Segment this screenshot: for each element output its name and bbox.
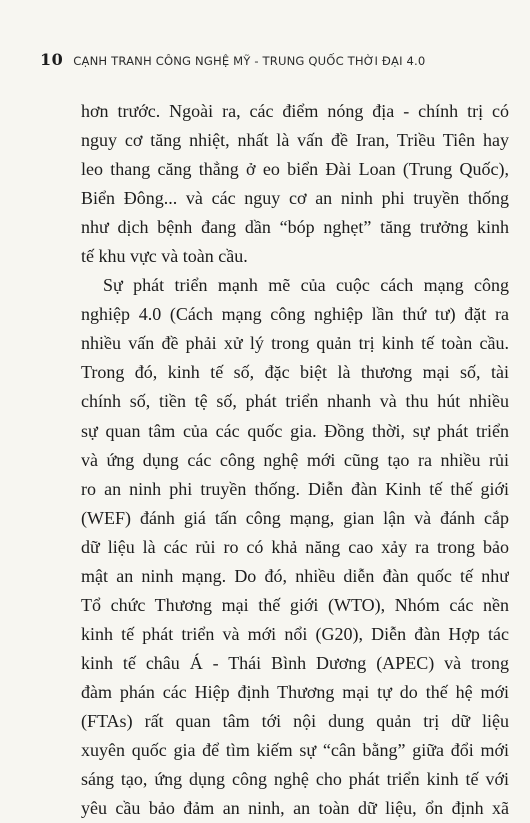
book-title: CẠNH TRANH CÔNG NGHỆ MỸ - TRUNG QUỐC THỜI ĐẠI 4.0 — [73, 54, 426, 68]
text-line: và ứng dụng các công nghệ mới cũng tạo ra nhiều rủi — [81, 449, 509, 470]
text-line: hơn trước. Ngoài ra, các điểm nóng địa - chính trị có — [81, 101, 509, 121]
text-line: đàm phán các Hiệp định Thương mại tự do thế hệ mới — [81, 681, 509, 702]
text-line: sáng tạo, ứng dụng công nghệ cho phát triển kinh tế với — [81, 769, 509, 790]
text-line: kinh tế phát triển và mới nổi (G20), Diễn đàn Hợp tác — [81, 623, 509, 644]
body-text — [81, 97, 509, 823]
paragraph — [81, 271, 509, 823]
text-line: leo thang căng thẳng ở eo biển Đài Loan (Trung Quốc), — [81, 159, 509, 180]
text-line: Trong đó, kinh tế số, đặc biệt là thương mại số, tài — [81, 362, 509, 383]
text-line: chính số, tiền tệ số, phát triển nhanh và thu hút nhiều — [81, 391, 509, 412]
text-line: (FTAs) rất quan tâm tới nội dung quản trị dữ liệu — [81, 710, 509, 731]
text-line: Sự phát triển mạnh mẽ của cuộc cách mạng công — [103, 275, 509, 296]
text-line: tế khu vực và toàn cầu. — [81, 246, 248, 267]
text-line: mật an ninh mạng. Do đó, nhiều diễn đàn quốc tế như — [81, 565, 509, 586]
paragraph — [81, 97, 509, 271]
running-header — [40, 50, 500, 69]
text-line: như dịch bệnh đang dần “bóp nghẹt” tăng trưởng kinh — [81, 217, 509, 238]
text-line: dữ liệu là các rủi ro có khả năng cao xảy ra trong bảo — [81, 536, 509, 557]
text-line: sự quan tâm của các quốc gia. Đồng thời, sự phát triển — [81, 420, 509, 441]
page-number: 10 — [40, 50, 64, 69]
text-line: kinh tế châu Á - Thái Bình Dương (APEC) và trong — [81, 652, 509, 673]
text-line: (WEF) đánh giá tấn công mạng, gian lận và đánh cắp — [81, 507, 509, 528]
text-line: xuyên quốc gia để tìm kiếm sự “cân bằng” giữa đổi mới — [81, 740, 509, 761]
text-line: nhiều vấn đề phải xử lý trong quản trị kinh tế toàn cầu. — [81, 333, 509, 354]
text-line: Biển Đông... và các nguy cơ an ninh phi truyền thống — [81, 188, 509, 209]
text-line: nguy cơ tăng nhiệt, nhất là vấn đề Iran, Triều Tiên hay — [81, 130, 509, 151]
text-line: yêu cầu bảo đảm an ninh, an toàn dữ liệu, ổn định xã — [81, 798, 509, 819]
text-line: nghiệp 4.0 (Cách mạng công nghiệp lần thứ tư) đặt ra — [81, 304, 509, 325]
text-line: Tổ chức Thương mại thế giới (WTO), Nhóm các nền — [81, 594, 509, 615]
text-line: ro an ninh phi truyền thống. Diễn đàn Kinh tế thế giới — [81, 478, 509, 499]
